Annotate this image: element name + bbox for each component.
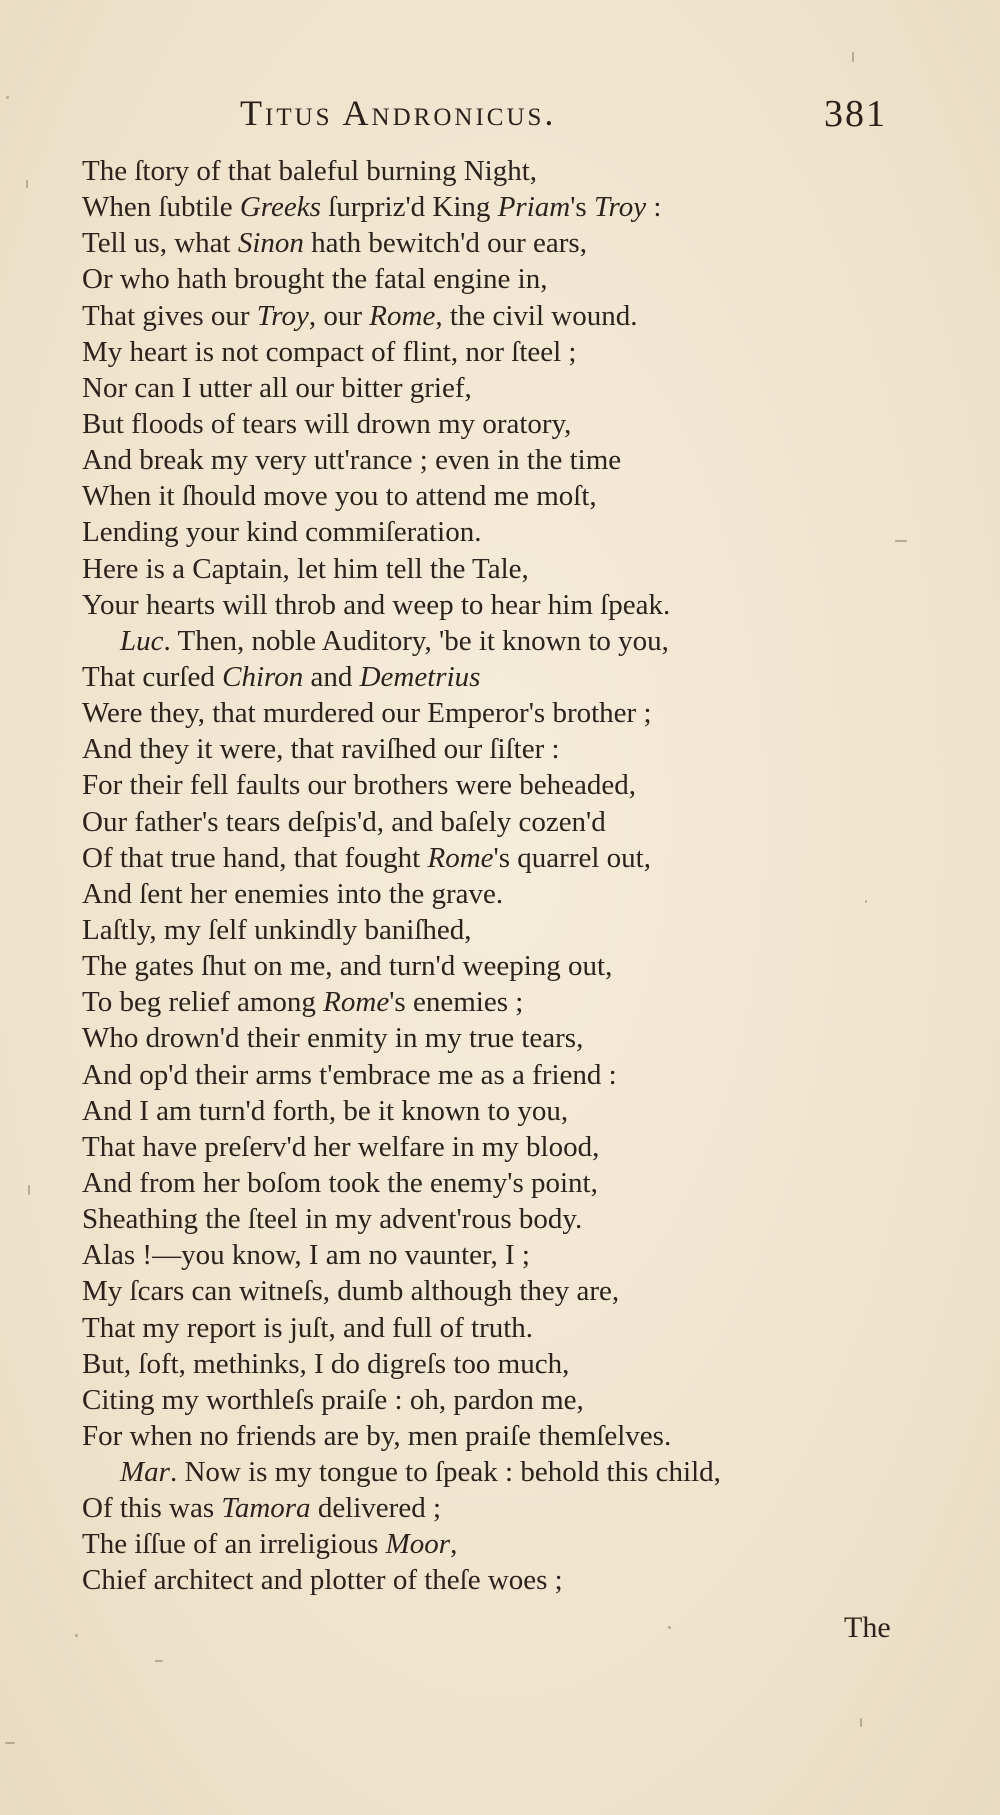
verse-line: [82, 406, 962, 442]
verse-line: [82, 1129, 962, 1165]
text-run: The gates ſhut on me, and turn'd weeping out,: [82, 950, 613, 983]
verse-line: [82, 731, 962, 767]
italic-word: Tamora: [221, 1492, 311, 1525]
verse-line: [82, 514, 962, 550]
text-run: For their fell faults our brothers were beheaded,: [82, 769, 637, 802]
text-run: and: [303, 660, 360, 693]
verse-line: [82, 1454, 962, 1490]
text-run: To beg relief among: [82, 986, 324, 1019]
text-run: Citing my worthleſs praiſe : oh, pardon me,: [82, 1383, 584, 1416]
paper-speck: [26, 180, 28, 188]
verse-line: [82, 1201, 962, 1237]
text-run: My ſcars can witneſs, dumb although they are,: [82, 1275, 620, 1308]
text-run: 's enemies ;: [389, 986, 524, 1019]
text-run: hath bewitch'd our ears,: [303, 227, 587, 260]
text-run: My heart is not compact of flint, nor ſteel ;: [82, 335, 577, 368]
verse-line: [82, 804, 962, 840]
verse-line: [82, 153, 962, 189]
text-run: , our: [308, 299, 370, 332]
paper-speck: [6, 96, 9, 99]
paper-speck: [75, 1634, 78, 1637]
italic-word: Sinon: [237, 227, 304, 260]
text-run: Laſtly, my ſelf unkindly baniſhed,: [82, 913, 472, 946]
text-run: Were they, that murdered our Emperor's brother ;: [82, 697, 652, 730]
text-run: That gives our: [82, 299, 257, 332]
italic-word: Rome: [369, 299, 436, 332]
text-run: . Then, noble Auditory, 'be it known to you,: [163, 624, 669, 657]
verse-line: [82, 1526, 962, 1562]
verse-line: [82, 587, 962, 623]
verse-line: [82, 298, 962, 334]
text-run: ,: [450, 1528, 458, 1561]
verse-line: [82, 912, 962, 948]
verse-line: [82, 1418, 962, 1454]
italic-word: Troy: [256, 299, 309, 332]
text-run: delivered ;: [310, 1492, 442, 1525]
verse-line: [82, 1237, 962, 1273]
paper-speck: [28, 1185, 30, 1195]
paper-speck: [5, 1742, 15, 1744]
italic-word: Chiron: [222, 660, 304, 693]
text-run: And from her boſom took the enemy's point,: [82, 1166, 598, 1199]
text-run: That my report is juſt, and full of truth.: [82, 1311, 534, 1344]
text-run: Our father's tears deſpis'd, and baſely cozen'd: [82, 805, 606, 838]
verse-line: [82, 948, 962, 984]
text-run: For when no friends are by, men praiſe themſelves.: [82, 1419, 672, 1452]
italic-word: Moor: [385, 1528, 451, 1561]
catchword: The: [844, 1611, 891, 1644]
text-run: Lending your kind commiſeration.: [82, 516, 482, 549]
verse-line: [82, 1490, 962, 1526]
verse-line: [82, 1310, 962, 1346]
paper-speck: [852, 52, 854, 62]
text-run: When ſubtile: [82, 191, 240, 224]
paper-speck: [865, 900, 867, 903]
page-number: 381: [824, 93, 887, 135]
text-run: Sheathing the ſteel in my advent'rous body.: [82, 1203, 583, 1236]
text-run: , the civil wound.: [435, 299, 638, 332]
text-run: ſurpriz'd King: [320, 191, 498, 224]
verse-line: [82, 876, 962, 912]
italic-word: Priam: [497, 191, 571, 224]
italic-word: Mar: [120, 1456, 170, 1489]
verse-line: [82, 1020, 962, 1056]
text-run: Of that true hand, that fought: [82, 841, 428, 874]
text-run: And ſent her enemies into the grave.: [82, 877, 504, 910]
text-run: The ſtory of that baleful burning Night,: [82, 155, 538, 187]
verse-line: [82, 623, 962, 659]
paper-speck: [895, 540, 907, 542]
paper-speck: [155, 1660, 163, 1662]
italic-word: Rome: [323, 986, 390, 1019]
text-run: Alas !—you know, I am no vaunter, I ;: [82, 1239, 530, 1272]
verse-line: [82, 695, 962, 731]
text-run: 's quarrel out,: [493, 841, 651, 874]
verse-line: [82, 1382, 962, 1418]
text-run: Or who hath brought the fatal engine in,: [82, 263, 548, 296]
text-run: And they it were, that raviſhed our ſiſter :: [82, 733, 560, 766]
verse-line: [82, 1562, 962, 1598]
verse-line: [82, 1093, 962, 1129]
verse-line: [82, 442, 962, 478]
text-run: The iſſue of an irreligious: [82, 1528, 386, 1561]
verse-line: [82, 1165, 962, 1201]
text-run: Nor can I utter all our bitter grief,: [82, 371, 472, 404]
verse-line: [82, 370, 962, 406]
verse-line: [82, 334, 962, 370]
text-run: Tell us, what: [82, 227, 238, 260]
text-run: Chief architect and plotter of theſe woes ;: [82, 1564, 563, 1597]
text-run: And I am turn'd forth, be it known to you,: [82, 1094, 569, 1127]
verse-line: [82, 478, 962, 514]
verse-line: [82, 659, 962, 695]
verse-line: [82, 1273, 962, 1309]
italic-word: Demetrius: [359, 660, 481, 693]
text-run: And break my very utt'rance ; even in the time: [82, 444, 622, 477]
italic-word: Luc: [120, 624, 164, 657]
italic-word: Troy: [593, 191, 647, 224]
text-run: When it ſhould move you to attend me moſt,: [82, 480, 597, 513]
text-run: That have preſerv'd her welfare in my blood,: [82, 1130, 600, 1163]
italic-word: Rome: [427, 841, 494, 874]
paper-speck: [860, 1718, 862, 1727]
text-run: That curſed: [82, 660, 223, 693]
text-run: 's: [570, 191, 594, 224]
paper-speck: [668, 1626, 671, 1629]
verse-line: [82, 189, 962, 225]
text-run: Who drown'd their enmity in my true tears,: [82, 1022, 584, 1055]
text-run: Your hearts will throb and weep to hear him ſpeak.: [82, 588, 671, 621]
italic-word: Greeks: [239, 191, 321, 224]
verse-line: [82, 551, 962, 587]
text-run: Here is a Captain, let him tell the Tale,: [82, 552, 529, 585]
text-run: . Now is my tongue to ſpeak : behold this child,: [169, 1456, 721, 1489]
running-head-title: Titus Andronicus.: [240, 93, 557, 133]
text-run: Of this was: [82, 1492, 222, 1525]
text-run: But floods of tears will drown my oratory,: [82, 407, 572, 440]
verse-text-block: [82, 153, 962, 1599]
verse-line: [82, 767, 962, 803]
verse-line: [82, 1346, 962, 1382]
verse-line: [82, 1057, 962, 1093]
verse-line: [82, 225, 962, 261]
text-run: But, ſoft, methinks, I do digreſs too much,: [82, 1347, 570, 1380]
text-run: :: [646, 191, 662, 224]
verse-line: [82, 261, 962, 297]
verse-line: [82, 984, 962, 1020]
verse-line: [82, 840, 962, 876]
text-run: And op'd their arms t'embrace me as a friend :: [82, 1058, 617, 1091]
